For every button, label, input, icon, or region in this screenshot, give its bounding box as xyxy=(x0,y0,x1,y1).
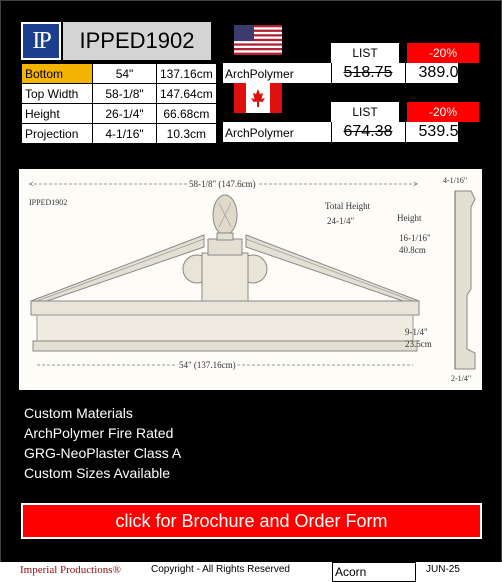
total-height-value: 24-1/4" xyxy=(327,216,355,226)
spec-row-projection xyxy=(22,124,217,144)
material-brand: ArchPolymer xyxy=(223,63,332,83)
height-label: Height xyxy=(397,213,422,223)
brochure-order-button[interactable]: click for Brochure and Order Form xyxy=(21,503,482,539)
spec-imperial: 4-1/16" xyxy=(93,124,157,144)
height-metric: 40.8cm xyxy=(399,245,426,255)
svg-text:<: < xyxy=(29,179,35,189)
spec-metric: 137.16cm xyxy=(157,64,217,84)
ca-pricing xyxy=(223,102,468,142)
spec-label: Height xyxy=(22,104,93,124)
sale-price: 539.50 xyxy=(418,123,468,140)
spec-label: Projection xyxy=(22,124,93,144)
drawing-code: IPPED1902 xyxy=(29,198,68,207)
feature-item: ArchPolymer Fire Rated xyxy=(24,425,174,441)
top-width-label: 58-1/8" (147.6cm) xyxy=(189,179,256,189)
feature-item: Custom Materials xyxy=(24,405,133,421)
date-label: JUN-25 xyxy=(426,564,460,575)
svg-text:>: > xyxy=(413,179,419,189)
spec-row-top-width xyxy=(22,84,217,104)
spec-row-bottom xyxy=(22,64,217,84)
height-imperial: 16-1/16" xyxy=(399,233,431,243)
bottom-width-label: 54" (137.16cm) xyxy=(179,360,236,370)
product-sku: IPPED1902 xyxy=(63,22,211,60)
spec-metric: 10.3cm xyxy=(157,124,217,144)
list-label: LIST xyxy=(331,102,399,122)
feature-item: Custom Sizes Available xyxy=(24,465,171,481)
feature-item: GRG-NeoPlaster Class A xyxy=(24,445,182,461)
spec-imperial: 26-1/4" xyxy=(93,104,157,124)
base-height-metric: 23.5cm xyxy=(405,339,432,349)
discount-badge: -20% xyxy=(407,102,479,122)
spec-label: Bottom xyxy=(22,64,93,84)
base-height-imperial: 9-1/4" xyxy=(405,327,428,337)
spec-label: Top Width xyxy=(22,84,93,104)
list-price: 674.38 xyxy=(331,122,406,142)
company-logo: IP xyxy=(21,22,61,60)
list-price: 518.75 xyxy=(331,63,406,83)
total-height-label: Total Height xyxy=(325,201,371,211)
feature-list xyxy=(24,403,181,483)
spec-metric: 66.68cm xyxy=(157,104,217,124)
spec-imperial: 54" xyxy=(93,64,157,84)
sale-price: 389.07 xyxy=(418,64,468,81)
spec-metric: 147.64cm xyxy=(157,84,217,104)
base-projection-label: 2-1/4" xyxy=(451,374,472,383)
discount-badge: -20% xyxy=(407,43,479,63)
category-label: Acorn xyxy=(332,562,416,582)
projection-label: 4-1/16" xyxy=(443,176,468,185)
spec-imperial: 58-1/8" xyxy=(93,84,157,104)
footer xyxy=(0,562,502,582)
spec-row-height xyxy=(22,104,217,124)
us-pricing xyxy=(223,43,468,83)
list-label: LIST xyxy=(331,43,399,63)
pediment-drawing xyxy=(19,169,482,390)
company-name: Imperial Productions® xyxy=(20,564,121,576)
material-brand: ArchPolymer xyxy=(223,122,332,142)
copyright-text: Copyright - All Rights Reserved xyxy=(151,564,290,575)
dimensions-table xyxy=(21,63,217,144)
